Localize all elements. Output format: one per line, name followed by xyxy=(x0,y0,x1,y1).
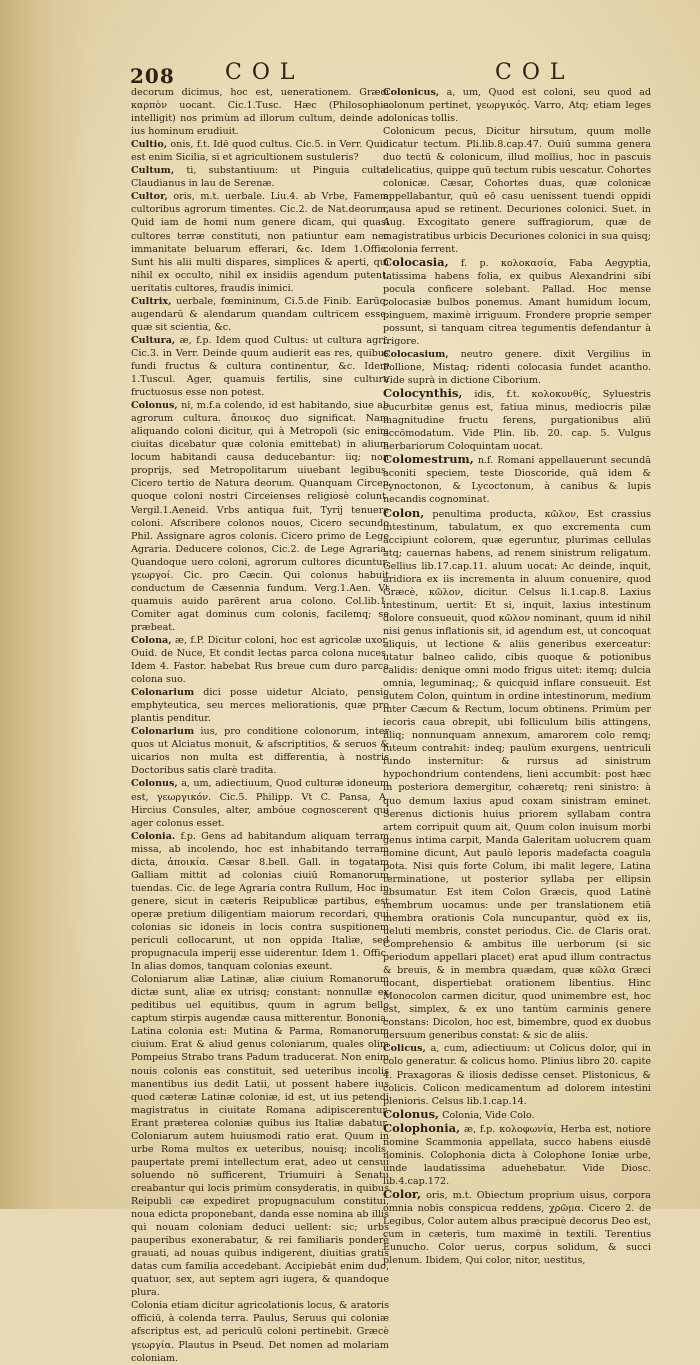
dictionary-entry xyxy=(131,295,389,334)
entry-headword: Colocasium, xyxy=(383,348,449,360)
dictionary-entry xyxy=(131,399,389,634)
dictionary-entry xyxy=(383,1122,651,1188)
entry-text: oris, m.t. Obiectum proprium uisus, corpora omnia nobis conspicua reddens, χρῶμα. Cicero 2. de Legibus, Color autem albus præcipuè decorus Deo est, cum in cæteris, tum maximè in textili. Terentius Eunucho. Color uerus, corpus solidum, & succi plenum. Ibidem, Qui color, nitor, uestitus, xyxy=(383,1189,651,1267)
dictionary-entry xyxy=(131,334,389,399)
entry-headword: Colonarium xyxy=(131,726,195,738)
entry-headword: Colonus, xyxy=(131,400,178,412)
entry-text: oris, m.t. uerbale. Liu.4. ab Vrbe, Famem cultoribus agrorum timentes. Cic.2. de Nat.deorum, Quid iam de homi num genere dicam, qui quasi cultores terræ constituti, non patiuntur eam nec immanitate beluarum efferari, &c. Idem 1.Offic. Sunt his alii multi dispares, simplices & aperti, qui nihil ex occulto, nihil ex insidiis agendum putent, ueritatis cultores, fraudis inimici. xyxy=(131,191,389,294)
dictionary-entry xyxy=(383,1188,651,1267)
entry-headword: Colonus, xyxy=(131,778,178,790)
entry-text: æ, f.p. Idem quod Cultus: ut cultura agri. Cic.3. in Verr. Deinde quum audierit eas res, quibus fundi fructus & cultura continentur, &c. Idem 1.Tuscul. Ager, quamuis fertilis, sine cultura fructuosus esse non potest. xyxy=(131,334,389,399)
entry-headword: Colicus, xyxy=(383,1043,426,1055)
entry-text: a, um, adiectiuum, Quod culturæ idoneum est, γεωργικόν. Cic.5. Philipp. Vt C. Pansa, A. Hircius Consules, alter, ambóue cognoscerent qui ager colonus esset. xyxy=(131,778,389,829)
dictionary-entry xyxy=(383,86,651,125)
dictionary-entry xyxy=(383,348,651,387)
dictionary-entry xyxy=(131,634,389,686)
dictionary-entry xyxy=(131,138,389,164)
entry-text: a, cum, adiectiuum: ut Colicus dolor, qui in colo generatur. & colicus homo. Plinius libro 20. capite 4. Praxagoras & iliosis dedisse censet. Plistonicus, & colicis. Colicon medicamentum ad dolorem intestini plenioris. Celsus lib.1.cap.14. xyxy=(383,1043,651,1107)
dictionary-entry xyxy=(131,86,389,138)
entry-text: ius, pro conditione colonorum, inter quos ut Alciatus monuit, & afscriptitios, & seruos & uicarios non multa est differentia, à nostris Doctoribus satis clarè tradita. xyxy=(131,726,389,777)
dictionary-entry xyxy=(131,830,389,974)
entry-text: ti, substantiuum: ut Pinguia culta. Claudianus in lau de Serenæ. xyxy=(131,165,389,190)
page-number: 208 xyxy=(130,64,175,88)
entry-text: æ, f.p. κολοφωνία, Herba est, notiore nomine Scammonia appellata, succo habens eiusdē nominis. Colophonia dicta à Colophone Ioniæ urbe, unde laudatissima aduehebatur. Vide Diosc. lib.4.cap.172. xyxy=(383,1123,651,1187)
dictionary-entry xyxy=(131,1299,389,1364)
dictionary-entry xyxy=(131,725,389,777)
entry-headword: Colophonia, xyxy=(383,1120,461,1135)
entry-headword: Cultum, xyxy=(131,165,175,177)
dictionary-entry xyxy=(131,190,389,294)
running-head-left: COL xyxy=(225,60,305,85)
dictionary-entry xyxy=(383,453,651,506)
dictionary-entry xyxy=(131,164,389,190)
entry-text: penultima producta, κῶλον, Est crassius intestinum, tabulatum, ex quo excrementa cum accipiunt colorem, quæ egeruntur, plurimas cellulas atq; cauernas habens, ad renem sinistrum religatum. Gellius lib.17.cap.11. aluum uocat: Ac deinde, inquit, aridiora ex iis incrementa in aluum conuenire, quod Græcè, κῶλον, dicitur. Celsus li.1.cap.8. Laxius intestinum, uertit: Et si, inquit, laxius intestinum dolore consueuit, quod κῶλον nominant, quum id nihil nisi genus inflationis sit, id agendum est, ut concoquat aliquis, ut lectione & aliis generibus exerceatur: utatur balneo calido, cibis quoque & potionibus calidis: denique omni modo frigus uitet: itemq; dulcia omnia, leguminaq;, & quicquid inflare consueuit. Est autem Colon, quintum in ordine intestinorum, medium inter Cæcum & Rectum, locum obtinens. Primùm per iecoris caua obrepit, ubi folliculum bilis attingens, illiq; nonnunquam annexum, amarorem colo remq; luteum contrahit: indeq; paulùm exurgens, uentriculi fundo insternitur: & rursus ad sinistrum hypochondrium contendens, lieni accumbit: post hæc in posteriora demergitur, cohæretq; reni sinistro: à quo demum laxius apud coxam sinistram eminet. Serenus dictionis huius priorem syllabam contra artem corripuit quum ait, Quum colon inuisum morbi genus intima carpit, Manda Galeritam uolucrem quam nomine dicunt, Aut paulò leporis madefacta coagula pota. Nisi quis forte Colum, ibi malit legere, Latina terminatione, ut posterior syllaba per ellipsin absumatur. Est item Colon Græcis, quod Latinè membrum uocamus: unde per translationem etiā membra orationis Cola nuncupantur, quòd ex iis, ueluti membris, constet periodus. Cic. de Claris orat. Comprehensio & ambitus ille uerborum (si sic periodum appellari placet) erat apud illum contractus & breuis, & in membra quædam, quæ κῶλα Græci uocant, dispertiebat orationem libentius. Hinc Monocolon carmen dicitur, quod unimembre est, hoc est, simplex, & ex uno tantùm carminis genere constans: Dicolon, hoc est, bimembre, quod ex duobus uersuum generibus constat: & sic de aliis. xyxy=(383,508,651,1042)
entry-text: Colonia etiam dicitur agricolationis locus, & aratoris officiū, à colenda terra. Paulus, Seruus qui coloniæ afscriptus est, ad periculū coloni pertinebit. Græcè γεωργία. Plautus in Pseud. Det nomen ad molariam coloniam. xyxy=(131,1300,389,1364)
dictionary-entry xyxy=(131,686,389,725)
entry-text: dici posse uidetur Alciato, pensio emphyteutica, seu merces meliorationis, quæ pro plantis penditur. xyxy=(131,687,389,725)
left-column xyxy=(131,86,389,1364)
dictionary-entry xyxy=(131,777,389,829)
right-column xyxy=(383,86,651,1267)
dictionary-entry xyxy=(383,1108,651,1122)
dictionary-entry xyxy=(383,256,651,348)
entry-headword: Cultura, xyxy=(131,334,176,346)
entry-text: f.p. Gens ad habitandum aliquam terram missa, ab incolendo, hoc est inhabitando terram dicta, ἀποικία. Cæsar 8.bell. Gall. in togatam Galliam mittit ad colonias ciuiū Romanorum tuendas. Cic. de lege Agraria contra Rullum, Hoc in genere, sicut in cæteris Reipublicæ partibus, est operæ pretium diligentiam maiorum recordari, qui colonias sic idoneis in locis contra suspitionem periculi collocarunt, ut non oppida Italiæ, sed propugnacula imperij esse uiderentur. Idem 1. Offic. In alias domos, tanquam colonias exeunt. xyxy=(131,830,389,973)
page-gutter-shadow xyxy=(0,0,90,1209)
dictionary-entry xyxy=(131,973,389,1299)
entry-text: æ, f.P. Dicitur coloni, hoc est agricolæ uxor. Ouid. de Nuce, Et condit lectas parca colona nuces. Idem 4. Fastor. habebat Rus breue cum duro parca colona suo. xyxy=(131,634,389,686)
entry-text: a, um, Quod est coloni, seu quod ad colonum pertinet, γεωργικός. Varro, Atq; etiam leges colonicas tollis. xyxy=(383,87,651,125)
entry-headword: Cultio, xyxy=(131,139,168,151)
running-head-right: COL xyxy=(495,60,575,85)
entry-headword: Cultrix, xyxy=(131,295,172,307)
dictionary-entry xyxy=(383,387,651,453)
entry-headword: Colonus, xyxy=(383,1106,440,1121)
entry-headword: Colonicus, xyxy=(383,87,440,98)
entry-headword: Colomestrum, xyxy=(383,452,474,467)
entry-text: onis, f.t. Idē quod cultus. Cic.5. in Verr. Quid est enim Sicilia, si et agricultionem sustuleris? xyxy=(131,139,389,164)
entry-text: f. p. κολοκασία, Faba Aegyptia, latissima habens folia, ex quibus Alexandrini sibi pocula conficere solebant. Pallad. Hoc mense colocasiæ bulbos ponemus. Amant humidum locum, pinguem, maximè irriguum. Frondere proprie semper possunt, si tanquam citrea tegumentis defendantur à frigore. xyxy=(383,257,651,347)
entry-text: neutro genere. dixit Vergilius in Pollione, Mistaq; ridenti colocasia fundet acantho. Vide suprà in dictione Ciborium. xyxy=(383,348,651,387)
entry-headword: Colon, xyxy=(383,505,425,520)
entry-text: decorum dicimus, hoc est, uenerationem. Græci καρπὸν uocant. Cic.1.Tusc. Hæc (Philosophia intelligit) nos primùm ad illorum cultum, deinde ad ius hominum erudiuit. xyxy=(131,87,389,138)
entry-text: uerbale, fœmininum, Ci.5.de Finib. Earūq; augendarū & alendarum quandam cultricem esse, quæ sit scientia, &c. xyxy=(131,295,389,333)
entry-headword: Colona, xyxy=(131,634,172,646)
dictionary-entry xyxy=(383,507,651,1043)
entry-text: Coloniarum aliæ Latinæ, aliæ ciuium Romanorum dictæ sunt, aliæ ex utrisq; constant: nonnullæ ex peditibus uel equitibus, quum in agrum bello captum stirpis augendæ causa mitterentur. Bononia, Latina colonia est: Mutina & Parma, Romanorum ciuium. Erat & aliud genus coloniarum, quales olim Pompeius Strabo trans Padum traducerat. Non enim nouis colonis eas constituit, sed ueteribus incolis manentibus ius dedit Latii, ut possent habere ius quod cæteræ Latinæ coloniæ, id est, ut ius petendi magistratus in ciuitate Romana adipiscerentur. Erant præterea coloniæ quibus ius Italiæ dabatur. Coloniarum autem huiusmodi ratio erat. Quum in urbe Roma multos ex ueteribus, nouisq; incolis, paupertate premi intellectum erat, adeo ut censui soluendo nō sufficerent, Triumuiri à Senatu creabantur qui locis primùm consyderatis, in quibus Reipubli cæ expediret propugnaculum constitui, noua edicta proponebant, danda esse nomina ab illis qui nouam coloniam deduci uellent: sic; urbs pauperibus exonerabatur, & rei familiaris ponderè grauati, ad nouas quibus indigerent, diuitias gratis datas cum familia accedebant. Accipiebāt enim duo, quatuor, sex, aut septem agri iugera, & quandoque plura. xyxy=(131,974,389,1299)
entry-text: Colonicum pecus, Dicitur hirsutum, quum molle dicatur tectum. Pli.lib.8.cap.47. Ouiū summa genera duo tectū & colonicum, illud mollius, hoc in pascuis delicatius, quippe quū tectum rubis uescatur. Cohortes colonicæ. Cæsar, Cohortes duas, quæ colonicæ appellabantur, quū eō casu uenissent tuendi oppidi causa apud se retinent. Decuriones colonici. Suet. in Aug. Excogitato genere suffragiorum, quæ de magistratibus urbicis Decuriones colonici in sua quisq; colonia ferrent. xyxy=(383,126,651,255)
entry-headword: Colocasia, xyxy=(383,254,449,269)
dictionary-entry xyxy=(383,125,651,255)
entry-text: ni, m.f.a colendo, id est habitando, siue ab agrorum cultura. ἄποικος duo significat. Nam aliquando coloni dicitur, qui à Metropoli (sic enim ciuitas dicebatur quæ colonia emittebat) in alium locum habitandi causa deducebantur: iiq; non proprijs, sed Metropolitarum uiuebant legibus. Cicero tertio de Natura deorum. Quanquam Circen quoque coloni nostri Circeienses religiosè colunt. Vergil.1.Aeneid. Vrbs antiqua fuit, Tyrij tenuere coloni. Afscribere colonos nouos, Cicero secundo Phil. Assignare agros colonis. Cicero primo de Lege Agraria. Deducere colonos, Cic.2. de Lege Agraria. Quandoque uero coloni, agrorum cultores dicuntur, γεωργοί. Cic. pro Cæcin. Qui colonus habuit conductum de Cæsennia fundum. Verg.1.Aen. Vt quamuis auido parērent arua colono. Col.lib.1. Comiter agat dominus cum colonis, facilemq; se præbeat. xyxy=(131,400,389,633)
entry-headword: Colonia. xyxy=(131,830,176,842)
entry-headword: Color, xyxy=(383,1186,422,1201)
entry-headword: Cultor, xyxy=(131,191,168,203)
dictionary-entry xyxy=(383,1042,651,1107)
entry-headword: Colonarium xyxy=(131,687,195,699)
entry-text: n.f. Romani appellauerunt secundā aconiti speciem, teste Dioscoride, quā idem & cynoctonon, & Lycoctonum, à canibus & lupis necandis cognominat. xyxy=(383,455,651,506)
entry-text: idis, f.t. κολοκυνθίς, Syluestris cucurbitæ genus est, fatiua minus, mediocris pilæ magnitudine fructu ferens, purgationibus aliū accōmodatum. Vide Plin. lib. 20. cap. 5. Vulgus herbariorum Coloquintam uocat. xyxy=(383,389,651,453)
entry-headword: Colocynthis, xyxy=(383,386,463,401)
entry-text: Colonia, Vide Colo. xyxy=(442,1109,535,1121)
